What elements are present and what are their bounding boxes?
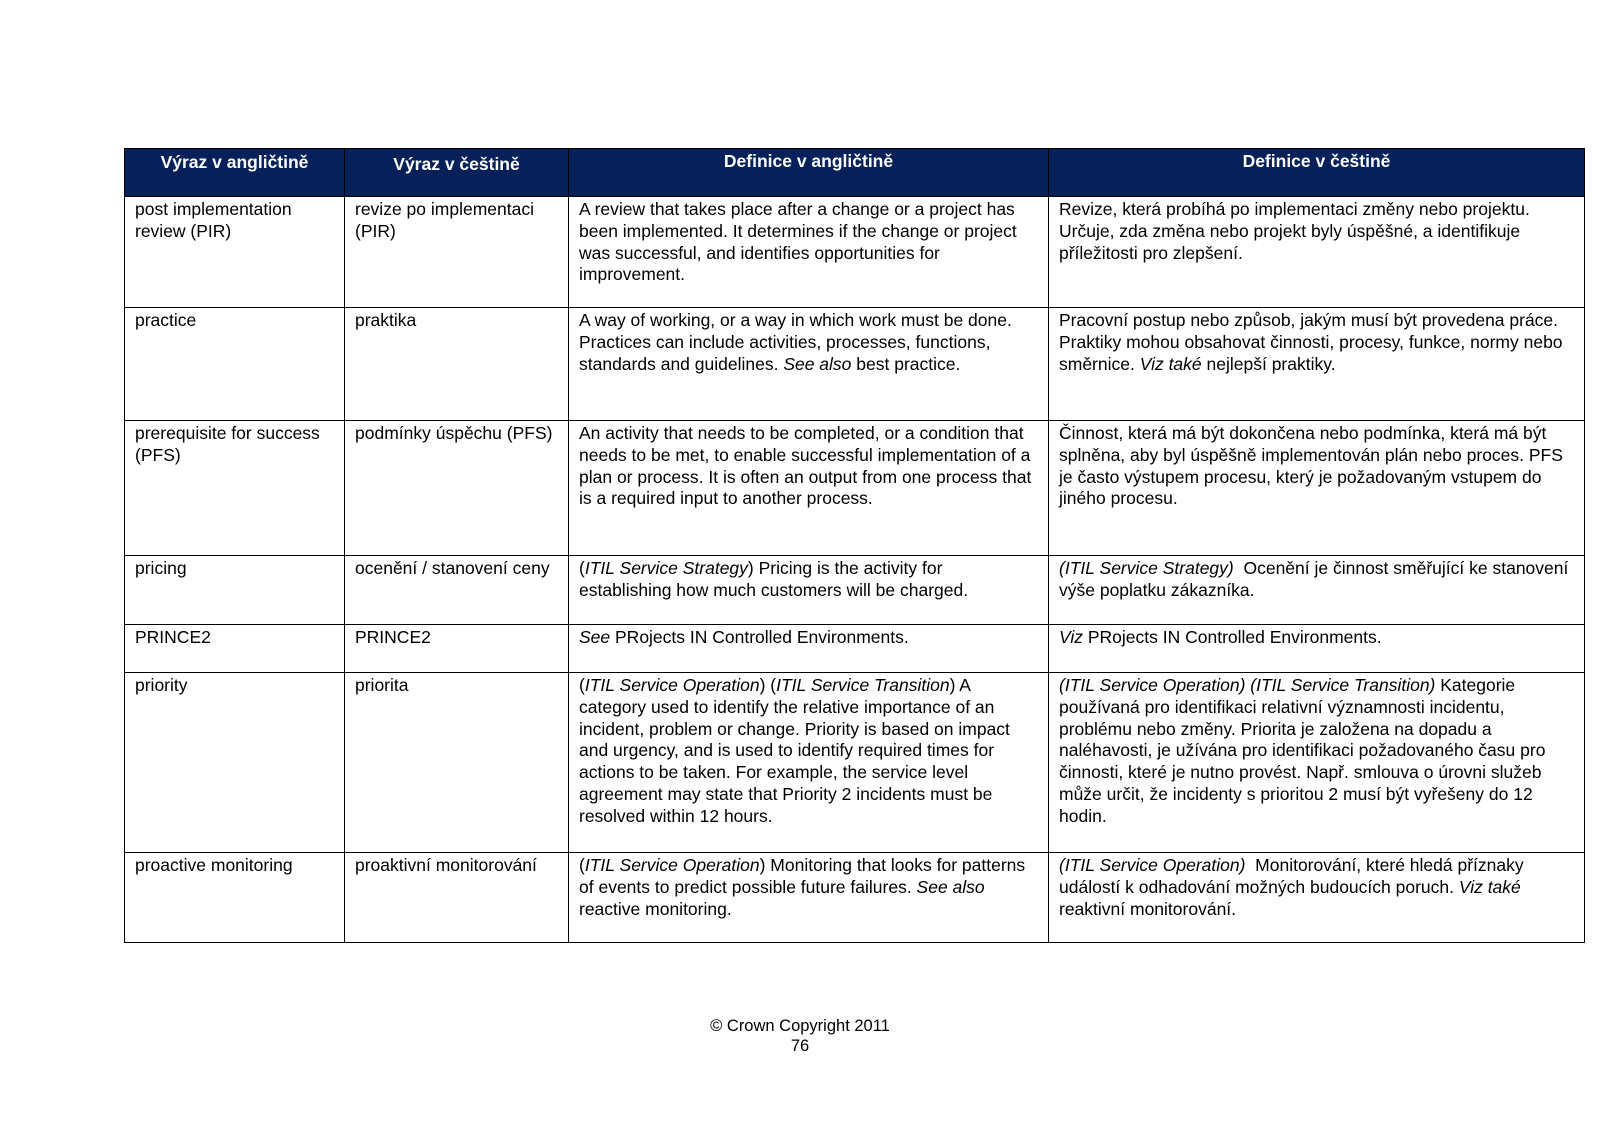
- en-definition-cell: [569, 197, 1049, 308]
- text-segment: PRojects IN Controlled Environments.: [1083, 627, 1382, 647]
- italic-text: ITIL Service Operation: [584, 675, 760, 695]
- copyright-notice: © Crown Copyright 2011: [710, 1017, 890, 1035]
- text-segment: (: [579, 675, 585, 695]
- text-segment: nejlepší praktiky.: [1201, 353, 1336, 374]
- en-term-cell: priority: [125, 673, 345, 853]
- header-en-term: Výraz v angličtině: [125, 149, 345, 197]
- text-segment: ) (: [759, 675, 777, 695]
- en-definition-cell: [569, 853, 1049, 943]
- italic-text: ITIL Service Strategy: [584, 558, 748, 578]
- header-cz-term: Výraz v češtině: [345, 149, 569, 197]
- italic-text: (ITIL Service Operation) (ITIL Service Transition): [1059, 675, 1436, 695]
- header-cz-definition: Definice v češtině: [1049, 149, 1585, 197]
- text-segment: ) A category used to identify the relative importance of an incident, problem or change. Priority is based on impact and urgency, and is used to identify required times for actions to be taken. For example, the service level agreement may state that Priority 2 incidents must be resolved within 12 hours.: [579, 675, 1015, 826]
- page-number: 76: [790, 1037, 810, 1055]
- en-definition-cell: [569, 625, 1049, 673]
- italic-text: Viz také: [1458, 876, 1521, 897]
- italic-text: See also: [783, 353, 852, 374]
- cz-definition-cell: [1049, 673, 1585, 853]
- text-segment: (: [579, 558, 585, 578]
- table-row: [125, 421, 1585, 556]
- text-segment: A way of working, or a way in which work must be done. Practices can include activities, processes, functions, standards and guidelines.: [579, 310, 1017, 374]
- cz-term-cell: podmínky úspěchu (PFS): [345, 421, 569, 556]
- table-row: [125, 673, 1585, 853]
- cz-term-cell: ocenění / stanovení ceny: [345, 556, 569, 625]
- en-term-cell: pricing: [125, 556, 345, 625]
- en-term-cell: prerequisite for success (PFS): [125, 421, 345, 556]
- text-segment: ) Pricing is the activity for establishing how much customers will be charged.: [579, 558, 969, 600]
- cz-term-cell: priorita: [345, 673, 569, 853]
- text-segment: A review that takes place after a change or a project has been implemented. It determines if the change or project was successful, and identifies opportunities for improvement.: [579, 199, 1022, 285]
- text-segment: reaktivní monitorování.: [1059, 876, 1526, 919]
- italic-text: See also: [916, 876, 985, 897]
- cz-definition-cell: [1049, 556, 1585, 625]
- en-term-cell: PRINCE2: [125, 625, 345, 673]
- italic-text: See: [579, 627, 611, 647]
- text-segment: Pracovní postup nebo způsob, jakým musí být provedena práce. Praktiky mohou obsahovat činnosti, procesy, funkce, normy nebo směrnice.: [1059, 310, 1568, 374]
- italic-text: Viz: [1059, 627, 1083, 647]
- text-segment: PRojects IN Controlled Environments.: [610, 627, 909, 647]
- cz-term-cell: revize po implementaci (PIR): [345, 197, 569, 308]
- en-term-cell: post implementation review (PIR): [125, 197, 345, 308]
- text-segment: best practice.: [851, 353, 961, 374]
- header-row: [125, 149, 1585, 197]
- italic-text: (ITIL Service Strategy): [1059, 558, 1234, 578]
- page-footer: [0, 1016, 1600, 1056]
- italic-text: Viz také: [1139, 353, 1202, 374]
- table-row: [125, 556, 1585, 625]
- cz-definition-cell: [1049, 308, 1585, 421]
- cz-definition-cell: [1049, 853, 1585, 943]
- text-segment: Ocenění je činnost směřující ke stanovení výše poplatku zákazníka.: [1059, 558, 1574, 600]
- italic-text: ITIL Service Transition: [776, 675, 950, 695]
- en-term-cell: proactive monitoring: [125, 853, 345, 943]
- glossary-table: [124, 148, 1585, 943]
- text-segment: Revize, která probíhá po implementaci změny nebo projektu. Určuje, zda změna nebo projekt byly úspěšné, a identifikuje příležitosti pro zlepšení.: [1059, 199, 1535, 263]
- table-row: [125, 625, 1585, 673]
- table-row: [125, 853, 1585, 943]
- table-row: [125, 197, 1585, 308]
- table-row: [125, 308, 1585, 421]
- en-definition-cell: [569, 673, 1049, 853]
- en-definition-cell: [569, 308, 1049, 421]
- text-segment: ) Monitoring that looks for patterns of events to predict possible future failures.: [579, 855, 1031, 897]
- italic-text: ITIL Service Operation: [584, 855, 760, 875]
- cz-definition-cell: [1049, 625, 1585, 673]
- text-segment: An activity that needs to be completed, or a condition that needs to be met, to enable successful implementation of a plan or process. It is often an output from one process that is a required input to another process.: [579, 423, 1037, 509]
- cz-definition-cell: [1049, 421, 1585, 556]
- text-segment: Činnost, která má být dokončena nebo podmínka, která má být splněna, aby byl úspěšně implementován plán nebo proces. PFS je často výstupem procesu, který je požadovaným vstupem do jiného procesu.: [1059, 423, 1568, 509]
- cz-term-cell: praktika: [345, 308, 569, 421]
- text-segment: (: [579, 855, 585, 875]
- en-term-cell: practice: [125, 308, 345, 421]
- cz-term-cell: PRINCE2: [345, 625, 569, 673]
- text-segment: Kategorie používaná pro identifikaci relativní významnosti incidentu, problému nebo změny. Priorita je založena na dopadu a naléhavosti, je užívána pro identifikaci požadovaného času pro činnosti, které je nutno provést. Např. smlouva o úrovni služeb může určit, že incidenty s prioritou 2 musí být vyřešeny do 12 hodin.: [1059, 675, 1551, 826]
- header-en-definition: Definice v angličtině: [569, 149, 1049, 197]
- text-segment: reactive monitoring.: [579, 876, 990, 919]
- en-definition-cell: [569, 556, 1049, 625]
- text-segment: Monitorování, které hledá příznaky událostí k odhadování možných budoucích poruch.: [1059, 855, 1529, 897]
- en-definition-cell: [569, 421, 1049, 556]
- italic-text: (ITIL Service Operation): [1059, 855, 1246, 875]
- cz-term-cell: proaktivní monitorování: [345, 853, 569, 943]
- cz-definition-cell: [1049, 197, 1585, 308]
